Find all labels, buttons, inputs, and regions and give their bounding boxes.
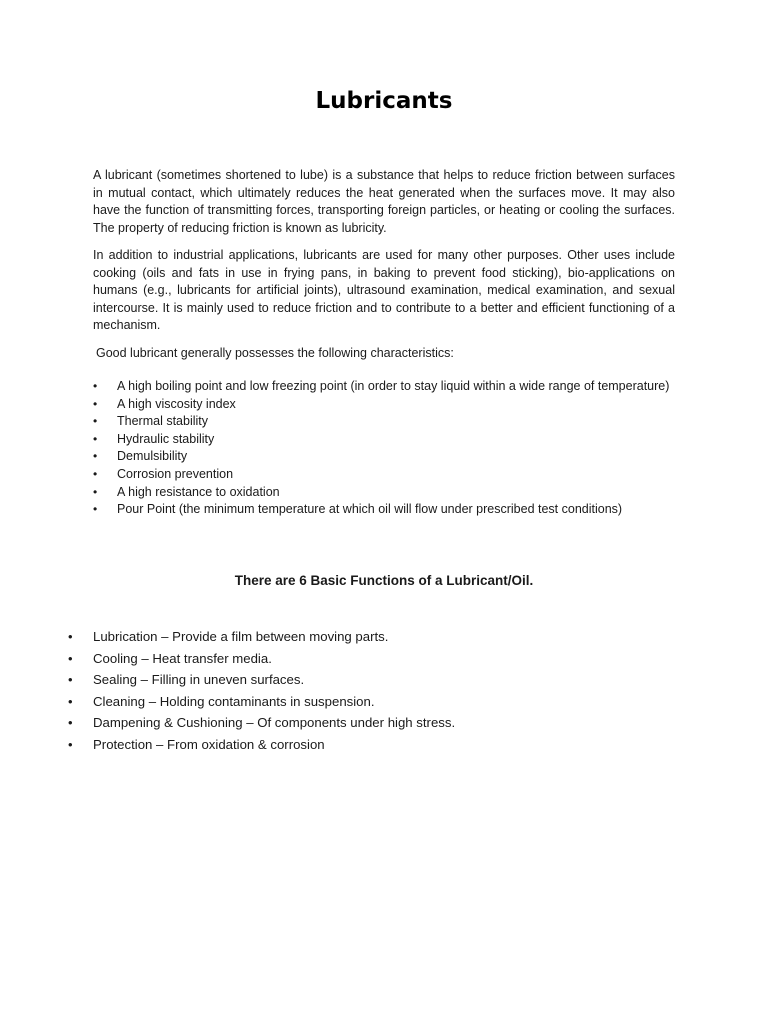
characteristic-text: Thermal stability [117, 414, 208, 429]
bullet-icon: • [68, 715, 73, 731]
characteristics-intro: Good lubricant generally possesses the following characteristics: [96, 346, 454, 360]
bullet-icon: • [93, 396, 98, 411]
bullet-icon: • [93, 414, 98, 429]
characteristics-list [93, 378, 675, 519]
bullet-icon: • [93, 502, 98, 517]
bullet-icon: • [93, 484, 98, 499]
list-item [93, 396, 675, 414]
function-text: Sealing – Filling in uneven surfaces. [93, 672, 305, 688]
characteristic-text: A high resistance to oxidation [117, 484, 280, 499]
characteristic-text: Demulsibility [117, 449, 188, 464]
bullet-icon: • [68, 629, 73, 644]
function-text: Cooling – Heat transfer media. [93, 650, 272, 666]
bullet-icon: • [93, 431, 98, 446]
list-item [68, 734, 708, 756]
list-item [93, 431, 675, 449]
list-item [68, 691, 708, 713]
list-item [68, 712, 708, 734]
list-item [93, 484, 675, 502]
bullet-icon: • [93, 379, 98, 393]
page-title: Lubricants [315, 88, 453, 114]
intro-paragraph: A lubricant (sometimes shortened to lube) is a substance that helps to reduce friction between surfaces in mutual contact, which ultimately reduces the heat generated when the surfaces move. It may also have the function of transmitting forces, transporting foreign particles, or heating or cooling the surfaces. The property of reducing friction is known as lubricity. [93, 168, 675, 235]
list-item [68, 669, 708, 691]
bullet-icon: • [68, 693, 73, 709]
list-item [68, 626, 708, 648]
function-text: Protection – From oxidation & corrosion [93, 736, 325, 752]
list-item [93, 378, 675, 396]
list-item [93, 501, 675, 519]
characteristic-text: A high boiling point and low freezing point (in order to stay liquid within a wide range of temperature) [117, 379, 670, 393]
list-item [93, 448, 675, 466]
bullet-icon: • [93, 466, 98, 481]
function-text: Cleaning – Holding contaminants in suspension. [93, 693, 375, 709]
functions-heading: There are 6 Basic Functions of a Lubricant/Oil. [234, 573, 534, 588]
characteristic-text: A high viscosity index [117, 396, 236, 411]
applications-paragraph: In addition to industrial applications, lubricants are used for many other purposes. Other uses include cooking (oils and fats in use in frying pans, in baking to prevent food sticking), bio-applications on humans (e.g., lubricants for artificial joints), ultrasound examination, medical examination, and sexual intercourse. It is mainly used to reduce friction and to contribute to a better and efficient functioning of a mechanism. [93, 248, 675, 333]
functions-list [68, 626, 708, 756]
function-text: Dampening & Cushioning – Of components under high stress. [93, 715, 456, 731]
bullet-icon: • [68, 672, 73, 688]
bullet-icon: • [93, 449, 98, 464]
list-item [93, 413, 675, 431]
characteristic-text: Hydraulic stability [117, 431, 215, 446]
characteristic-text: Corrosion prevention [117, 466, 234, 481]
list-item [93, 466, 675, 484]
bullet-icon: • [68, 650, 73, 666]
bullet-icon: • [68, 736, 73, 752]
list-item [68, 648, 708, 670]
function-text: Lubrication – Provide a film between moving parts. [93, 629, 389, 644]
characteristic-text: Pour Point (the minimum temperature at which oil will flow under prescribed test conditions) [117, 502, 623, 517]
